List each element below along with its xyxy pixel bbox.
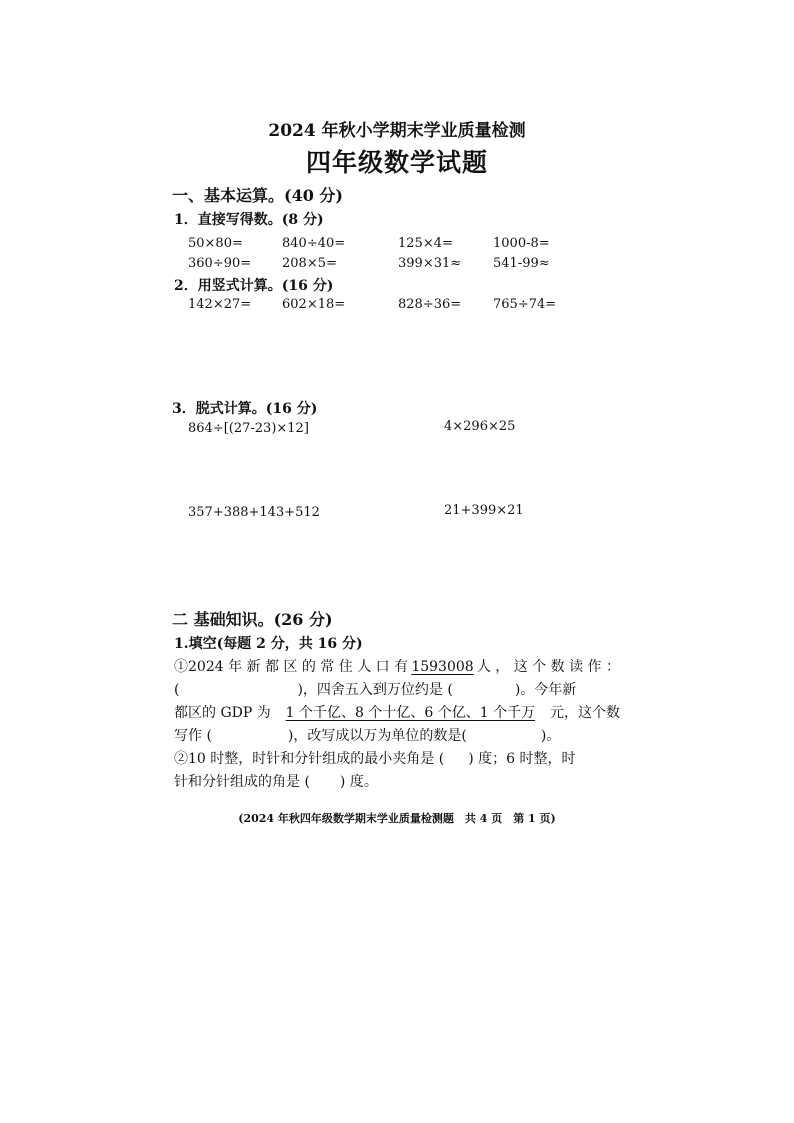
- q2-item-4: 765÷74=: [493, 297, 557, 312]
- q3-label: 3．脱式计算。(16 分): [172, 401, 318, 417]
- q1-line-3: [174, 702, 620, 725]
- q2-line-1-text-b: ) 度；6 时整，时: [468, 751, 576, 767]
- q1-item-1: 50×80=: [188, 236, 243, 251]
- q2-line-1-text-a: ②10 时整，时针和分针组成的最小夹角是 (: [174, 751, 445, 767]
- q1-line-1-text-b: 人 ， 这 个 数 读 作 ：: [476, 659, 620, 675]
- q2-item-1: 142×27=: [188, 297, 252, 312]
- q1-line-3-text-a: 都区的 GDP 为: [174, 705, 271, 721]
- q1-item-4: 1000-8=: [493, 236, 550, 251]
- q2-line-2-text-a: 针和分针组成的角是 (: [174, 774, 310, 790]
- q2-line-2: [174, 771, 620, 794]
- s2-q1-label: 1.填空(每题 2 分，共 16 分): [174, 636, 363, 652]
- q1-line-2: [174, 679, 620, 702]
- q1-line-2-end: )。今年新: [514, 682, 577, 698]
- q2-label: 2．用竖式计算。(16 分): [174, 278, 334, 294]
- q1-line-4: [174, 725, 620, 748]
- q2-line-2-text-b: ) 度。: [339, 774, 378, 790]
- gdp-description: 1 个千亿、8 个十亿、6 个亿、1 个千万: [285, 705, 536, 721]
- q1-item-5: 360÷90=: [188, 256, 252, 271]
- q1-line-4-end: )。: [540, 728, 561, 744]
- q3-item-1: 864÷[(27-23)×12]: [188, 421, 309, 436]
- q1-line-2-open: (: [174, 682, 180, 698]
- q1-line-1-text-a: ①2024 年 新 都 区 的 常 住 人 口 有: [174, 659, 409, 675]
- q1-label: 1．直接写得数。(8 分): [174, 212, 324, 228]
- exam-subtitle: 2024 年秋小学期末学业质量检测: [268, 121, 526, 141]
- q1-line-1: [174, 656, 620, 679]
- section1-heading: 一、基本运算。(40 分): [172, 186, 343, 205]
- q3-item-2: 4×296×25: [444, 419, 516, 434]
- section2-heading: 二 基础知识。(26 分): [172, 610, 333, 629]
- population-number: 1593008: [411, 659, 474, 675]
- q1-item-7: 399×31≈: [398, 256, 462, 271]
- q2-line-1: [174, 748, 620, 771]
- q2-item-3: 828÷36=: [398, 297, 462, 312]
- q1-item-6: 208×5=: [282, 256, 337, 271]
- fill-blank-question-1: [174, 656, 620, 748]
- exam-title: 四年级数学试题: [305, 148, 488, 177]
- page-footer: (2024 年秋四年级数学期末学业质量检测题 共 4 页 第 1 页): [238, 812, 556, 825]
- q1-line-2-mid: )，四舍五入到万位约是 (: [297, 682, 453, 698]
- q1-line-4-mid: )，改写成以万为单位的数是(: [287, 728, 467, 744]
- q2-item-2: 602×18=: [282, 297, 346, 312]
- fill-blank-question-2: [174, 748, 620, 794]
- q3-item-4: 21+399×21: [444, 503, 524, 518]
- q1-item-2: 840÷40=: [282, 236, 346, 251]
- q1-line-3-text-b: 元，这个数: [549, 705, 620, 721]
- q1-line-4-open: 写作 (: [174, 728, 212, 744]
- q3-item-3: 357+388+143+512: [188, 505, 320, 520]
- q1-item-3: 125×4=: [398, 236, 453, 251]
- q1-item-8: 541-99≈: [493, 256, 550, 271]
